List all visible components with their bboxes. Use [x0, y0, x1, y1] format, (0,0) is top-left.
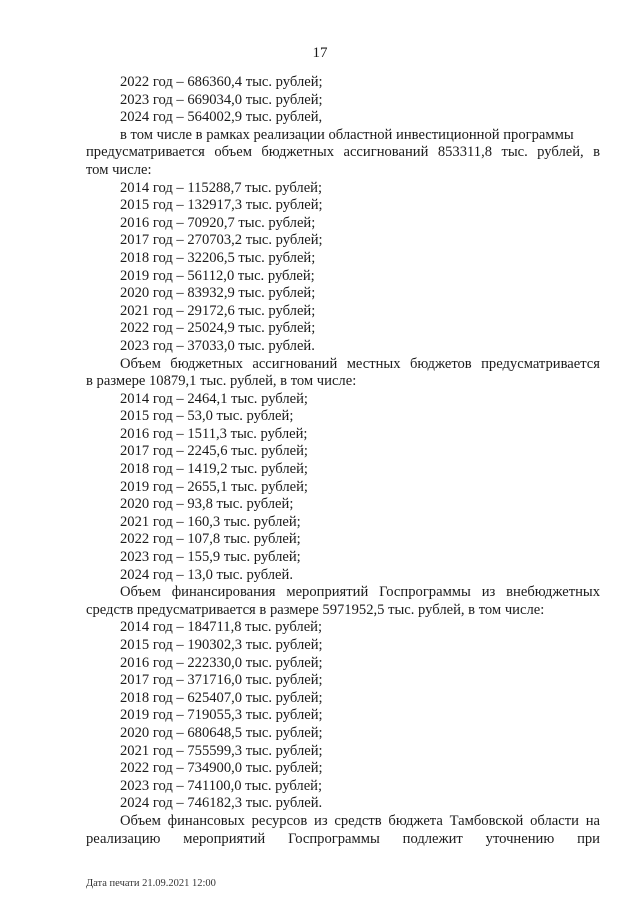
paragraph-line: предусматривается объем бюджетных ассигнований 853311,8 тыс. рублей, в: [86, 144, 600, 161]
page-number: 17: [312, 45, 328, 61]
list-item: 2023 год – 669034,0 тыс. рублей;: [120, 91, 323, 108]
list-item: 2019 год – 56112,0 тыс. рублей;: [120, 267, 315, 284]
list-item: 2020 год – 83932,9 тыс. рублей;: [120, 285, 316, 302]
list-item: 2017 год – 2245,6 тыс. рублей;: [120, 443, 308, 460]
list-item: 2024 год – 564002,9 тыс. рублей,: [120, 109, 323, 126]
paragraph-regional-budget: [86, 813, 600, 848]
list-item: 2015 год – 53,0 тыс. рублей;: [120, 408, 294, 425]
list-item: 2021 год – 160,3 тыс. рублей;: [120, 513, 301, 530]
list-item: 2022 год – 686360,4 тыс. рублей;: [120, 74, 323, 90]
paragraph-line: Объем финансирования мероприятий Госпрограммы из внебюджетных: [120, 584, 600, 601]
paragraph-line: том числе:: [86, 161, 152, 178]
print-date-footer: Дата печати 21.09.2021 12:00: [86, 878, 216, 889]
document-body: [86, 74, 600, 848]
paragraph-line: Объем бюджетных ассигнований местных бюджетов предусматривается: [120, 355, 600, 372]
year-list-block1: [86, 74, 600, 127]
list-item: 2022 год – 107,8 тыс. рублей;: [120, 531, 301, 548]
list-item: 2014 год – 184711,8 тыс. рублей;: [120, 619, 323, 636]
paragraph-line: в том числе в рамках реализации областной инвестиционной программы: [120, 126, 574, 143]
list-item: 2019 год – 2655,1 тыс. рублей;: [120, 478, 308, 495]
list-item: 2023 год – 741100,0 тыс. рублей;: [120, 777, 323, 794]
year-list-block3: [86, 391, 600, 585]
list-item: 2023 год – 37033,0 тыс. рублей.: [120, 337, 315, 354]
list-item: 2018 год – 625407,0 тыс. рублей;: [120, 689, 323, 706]
list-item: 2017 год – 371716,0 тыс. рублей;: [120, 672, 323, 689]
list-item: 2014 год – 115288,7 тыс. рублей;: [120, 179, 323, 196]
list-item: 2023 год – 155,9 тыс. рублей;: [120, 549, 301, 566]
list-item: 2020 год – 93,8 тыс. рублей;: [120, 496, 294, 513]
list-item: 2021 год – 755599,3 тыс. рублей;: [120, 742, 323, 759]
list-item: 2016 год – 1511,3 тыс. рублей;: [120, 425, 308, 442]
paragraph-line: в размере 10879,1 тыс. рублей, в том числе:: [86, 373, 357, 390]
list-item: 2014 год – 2464,1 тыс. рублей;: [120, 390, 308, 407]
list-item: 2022 год – 734900,0 тыс. рублей;: [120, 760, 323, 777]
list-item: 2016 год – 70920,7 тыс. рублей;: [120, 214, 316, 231]
list-item: 2024 год – 746182,3 тыс. рублей.: [120, 795, 323, 812]
list-item: 2021 год – 29172,6 тыс. рублей;: [120, 302, 316, 319]
paragraph-line: средств предусматривается в размере 5971952,5 тыс. рублей, в том числе:: [86, 601, 545, 618]
year-list-block2: [86, 180, 600, 356]
paragraph-local-budgets: [86, 356, 600, 391]
list-item: 2017 год – 270703,2 тыс. рублей;: [120, 232, 323, 249]
list-item: 2020 год – 680648,5 тыс. рублей;: [120, 724, 323, 741]
list-item: 2015 год – 190302,3 тыс. рублей;: [120, 637, 323, 653]
list-item: 2018 год – 32206,5 тыс. рублей;: [120, 249, 316, 266]
paragraph-line: реализацию мероприятий Госпрограммы подлежит уточнению при: [86, 830, 600, 847]
list-item: 2015 год – 132917,3 тыс. рублей;: [120, 197, 323, 214]
paragraph-extrabudgetary: [86, 584, 600, 619]
year-list-block4: [86, 619, 600, 813]
list-item: 2022 год – 25024,9 тыс. рублей;: [120, 320, 316, 337]
list-item: 2024 год – 13,0 тыс. рублей.: [120, 566, 293, 583]
list-item: 2018 год – 1419,2 тыс. рублей;: [120, 461, 308, 478]
list-item: 2019 год – 719055,3 тыс. рублей;: [120, 707, 323, 724]
paragraph-investment-program: [86, 127, 600, 180]
list-item: 2016 год – 222330,0 тыс. рублей;: [120, 654, 323, 671]
paragraph-line: Объем финансовых ресурсов из средств бюджета Тамбовской области на: [120, 812, 600, 829]
